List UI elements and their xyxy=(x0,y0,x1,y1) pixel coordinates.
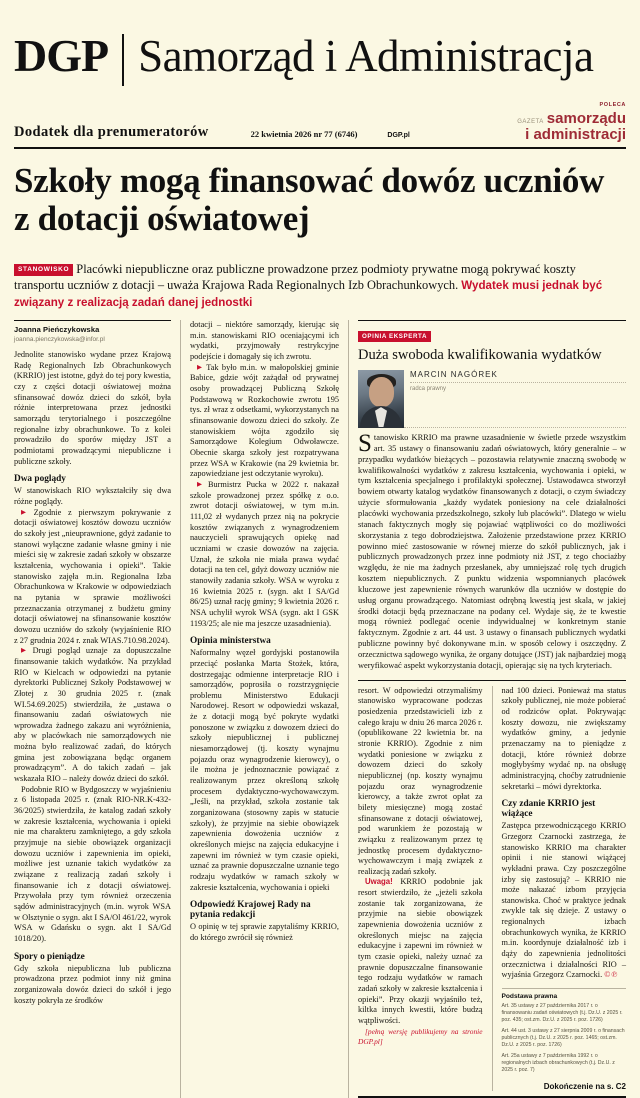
lower-left-p2 xyxy=(358,877,483,1026)
issue-line: 22 kwietnia 2026 nr 77 (6746) xyxy=(250,129,358,139)
dgp-logo: DGP xyxy=(14,30,109,81)
copyright-mark: ©℗ xyxy=(604,970,619,980)
portrait-head xyxy=(369,377,394,407)
c2-bullet-2: ▶ Burmistrz Pucka w 2022 r. nakazał szkole prowadzonej przez spółkę z o.o. zwrot dotacji oświatowej, w tym m.in. 111,02 zł wydanych przez nią na pokrycie kosztów związanych z wynagrodzeniem nauczycieli sprawujących opiekę nad uczniami w czasie dowozów na zajęcia. Uznał, że szkoła nie miała prawa wydać dotacji na ten cel, gdyż dowozy uczniów nie stanowiły zadania szkoły. WSA w wyroku z 16 kwietnia 2025 r. (sygn. akt I SA/Gd 86/25) uznał rację gminy; 9 kwietnia 2026 r. NSA uchylił wyrok WSA (sygn. akt I GSK 1193/25; ale nie ma jeszcze uzasadnienia). xyxy=(190,480,339,629)
byline-rule xyxy=(14,320,171,321)
legal-basis-box xyxy=(502,988,627,1074)
c1-heading-dwa-poglady: Dwa poglądy xyxy=(14,474,66,485)
lower-split xyxy=(358,680,626,1092)
author-name: Joanna Pieńczykowska xyxy=(14,325,100,335)
c1-p3: Gdy szkoła niepubliczna lub publiczna prowadzona przez podmiot inny niż gmina zorganizowała dowóz dzieci do szkół i jego koszty pokryła ze środków xyxy=(14,963,171,1005)
masthead xyxy=(14,0,626,92)
subscriber-label: Dodatek dla prenumeratorów xyxy=(14,124,209,140)
promo-line1: samorządu xyxy=(546,110,626,128)
c1-bullet-1: ▶ Zgodnie z pierwszym pokrywanie z dotacji oświatowej kosztów dowozu uczniów do szkoły jest „nieuprawnione, gdyż zadanie to stanowi wyłączne zadanie własne gminy i nie mieści się w zakresie zadań szkoły w obszarze kształcenia, wychowania i opieki”. Takie stanowisko zajęła m.in. Regionalna Izba Obrachunkowa w Krakowie w odpowiedziach na pytania w sprawie możliwości przeznaczania otrzymanej z budżetu gminy dotacji oświatowej na sfinansowanie kosztów dowozu uczniów do szkoły (wyjaśnienie RIO z 27 grudnia 2024 r. znak WIAS.710.98.2024). xyxy=(14,508,171,647)
c1-p2: Podobnie RIO w Bydgoszczy w wyjaśnieniu z 6 listopada 2025 r. (znak RIO-NR.K-432-36/2025) stwierdziła, że katalog zadań szkoły w zakresie kształcenia, wychowania i opieki nie ma charakteru zamkniętego, a gdy szkoła przyjmuje na siebie obowiązek organizacji dowozu uczniów i zapewnienia im opieki, możliwe jest uznanie takich wydatków za związane z realizacją zadań szkoły i finansowanie ich z dotacji oświatowej. Przywołała przy tym również orzeczenia sądów administracyjnych (m.in. wyrok WSA w Olsztynie o sygn. akt I SA/Ol 461/22, wyrok WSA w Gdańsku o sygn. akt I SA/Gd 1018/20). xyxy=(14,784,171,943)
lead-emphasis: Wydatek musi jednak być związany z realizacją zadań danej jednostki xyxy=(14,279,603,309)
column-1 xyxy=(14,320,180,1098)
lower-right-heading: Czy zdanie KRRIO jest wiążące xyxy=(501,799,596,820)
lower-left-col xyxy=(358,686,492,1092)
column-3-opinion xyxy=(348,320,626,1098)
opinion-top-rule xyxy=(358,320,626,321)
c2-bullet-1: ▶ Tak było m.in. w małopolskiej gminie Babice, gdzie wójt zażądał od prywatnej osoby prowadzącej Publiczną Szkołę Podstawową w Rozkochowie zwrotu 195 tys. zł wraz z odsetkami, wykorzystanych na sfinansowanie dowozu dzieci do szkoły. Ze stanowiskiem wójta zgodziło się Samorządowe Kolegium Odwoławcze. Obecnie skarga szkoły jest rozpatrywana przez WSA w Krakowie (na 29 kwietnia br. zapowiedziane jest odczytanie wyroku). xyxy=(190,363,339,480)
expert-portrait xyxy=(358,370,404,428)
lead-paragraph xyxy=(14,261,626,310)
promo-line2: i administracji xyxy=(525,126,626,144)
continuation-note: Dokończenie na s. C2 xyxy=(543,1082,626,1092)
page-headline: Szkoły mogą finansować dowóz uczniów z dotacji oświatowej xyxy=(14,161,605,238)
c1-intro: Jednolite stanowisko wydane przez Krajową Radę Regionalnych Izb Obrachunkowych (KRRIO) jest istotne, gdyż do tej pory kwestia, czy z części dotacji oświatowej można sfinansować dowóz dzieci do szkół, była różnie interpretowana przez jednostki samorządu terytorialnego i poszczególne regionalne izby obrachunkowe. To z kolei prowadziło do sporów między JST a podmiotami prowadzącymi niepubliczne i publiczne szkoły. xyxy=(14,350,171,466)
author-email[interactable]: joanna.pienczykowska@infor.pl xyxy=(14,336,105,344)
article-body xyxy=(14,320,626,1098)
lead-text: Placówki niepubliczne oraz publiczne prowadzone przez podmioty prywatne mogą pokrywać koszty transportu uczniów z dotacji – uważa Krajowa Rada Regionalnych Izb Obrachunkowych. xyxy=(14,262,576,293)
expert-block xyxy=(358,370,626,428)
expert-name: MARCIN NAGÓREK xyxy=(410,370,626,383)
legal-basis-title: Podstawa prawna xyxy=(501,993,558,1001)
dgp-link-note[interactable]: [pełną wersję publikujemy na stronie DGP.pl] xyxy=(358,1026,483,1047)
stanowisko-tag: STANOWISKO xyxy=(14,264,73,276)
c1-bullet-2: ▶ Drugi pogląd uznaje za dopuszczalne finansowanie takich wydatków. Na przykład RIO w Kielcach w odpowiedzi na pytanie dyrektorki Publicznej Szkoły Podstawowej w Złotej z 30 grudnia 2025 r. (znak WI.54.69.2025) stwierdziła, że „ustawa o finansowaniu zadań oświatowych nie wprowadza żadnego zakazu ani wyróżnienia, aby w placówkach nie samorządowych nie można było realizować zadań, do których gmina jest zobowiązana będąc organem prowadzącym”. A do takich zadań – jak wskazała RIO – należy dowóz dzieci do szkół. xyxy=(14,646,171,785)
expert-role: radca prawny xyxy=(410,386,447,393)
site-label: DGP.pl xyxy=(387,132,410,139)
opinia-eksperta-tag: OPINIA EKSPERTA xyxy=(358,331,431,342)
promo-logo xyxy=(517,103,626,143)
legal-item: Art. 44 ust. 3 ustawy z 27 sierpnia 2009 r. o finansach publicznych (t.j. Dz.U. z 2025 r. poz. 1465; ost.zm. Dz.U. z 2025 r. poz. 1726) xyxy=(501,1028,625,1049)
c2-p1: Naformalny węzeł gordyjski postanowiła przeciąć posłanka Marta Stożek, która, dostrzegając odmienne interpretacje RIO i samorządów, poprosiła o rozstrzygnięcie problemu Ministerstwo Edukacji Narodowej. Resort w odpowiedzi wskazał, że z dotacji mogą być pokryte wydatki ponoszone w związku z dowozem dzieci do szkoły niepublicznej i publicznej niesamorządowej (tj. koszty wynajmu pojazdu oraz wynagrodzenie kierowcy), o ile można je jednoznacznie powiązać z realizowanym przez określoną szkołę procesem dydaktyczno-wychowawczym. „Jeśli, na przykład, szkoła zostanie tak zorganizowana (stosowny zapis w statucie szkoły), że przyjmie na siebie obowiązek zapewnienia dowożenia uczniów z określonych miejsc na zajęcia edukacyjne i zapewni im również w tym czasie opieki, uznać za prawnie dopuszczalne uznanie tego rodzaju wydatków w ramach szkoły w zakresie kształcenia, wychowania i opieki xyxy=(190,648,339,892)
lower-right-p2 xyxy=(502,821,627,981)
promo-kicker: POLECA xyxy=(599,101,626,108)
uwaga-label: Uwaga! xyxy=(365,877,393,887)
legal-item: Art. 25a ustawy z 7 października 1992 r. o regionalnych izbach obrachunkowych (t.j. Dz.U. z 2025 r. poz. 7) xyxy=(501,1053,615,1074)
lower-left-p2-text: KRRIO podobnie jak resort stwierdziło, że „jeżeli szkoła zostanie tak zorganizowana, że przyjmie na siebie obowiązek zapewnienia dowożenia uczniów z określonych miejsc na zajęcia edukacyjne i zapewni im również w tym czasie opieki, należy uznać za prawnie dopuszczalne finansowanie tego rodzaju wydatków w ramach zadań szkoły w zakresie kształcenia i opieki”. Przy okazji wyjaśniło też, kiltka innych kwestii, które budzą wątpliwości. xyxy=(358,877,483,1025)
opinion-title: Duża swoboda kwalifikowania wydatków xyxy=(358,347,602,364)
masthead-divider xyxy=(122,34,124,86)
column-2 xyxy=(180,320,348,1098)
masthead-bottom-rule xyxy=(14,147,626,149)
c1-p1: W stanowiskach RIO wykształciły się dwa różne poglądy. xyxy=(14,486,171,507)
lower-right-col xyxy=(492,686,627,1092)
c1-heading-spory: Spory o pieniądze xyxy=(14,951,85,962)
c2-heading-opinia-ministerstwa: Opinia ministerstwa xyxy=(190,636,271,647)
c2-heading-odpowiedz: Odpowiedź Krajowej Rady na pytania redakcji xyxy=(190,900,311,921)
lower-left-p1: resort. W odpowiedzi otrzymaliśmy stanowisko wypracowane podczas posiedzenia przedstawicieli izb z całego kraju w dniu 26 marca 2026 r. (opublikowane 22 kwietnia br. na stronie KRRIO). Zgodnie z nim wydatki poniesione w związku z dowozem dzieci do szkoły niepublicznej (np. koszty wynajmu pojazdu oraz wynagrodzenie kierowcy, a także zwrot opłat za bilety miesięczne) mogą zostać sfinansowane z dotacji oświatowej, pod warunkiem że pozostają w związku z realizowanym przez tę jednostkę procesem dydaktyczno-wychowawczym i mają związek z realizacją zadań szkoły. xyxy=(358,685,483,876)
legal-item: Art. 35 ustawy z 27 października 2017 r. o finansowaniu zadań oświatowych (t.j. Dz.U. z 2025 r. poz. 435; ost.zm. Dz.U. z 2025 r. poz. 1726) xyxy=(501,1003,623,1024)
masthead-subbar xyxy=(14,98,626,144)
supplement-title: Samorząd i Administracja xyxy=(138,31,594,81)
c2-cont: dotacji – niektóre samorządy, kierując się m.in. stanowiskami RIO oceniającymi ich wydatki, przyjmowały restrykcyjne podejście i domagały się ich zwrotu. xyxy=(190,320,339,362)
promo-gazeta-label: GAZETA xyxy=(517,119,544,126)
lower-left-redital xyxy=(358,1027,483,1048)
c2-p2: O opinię w tej sprawie zapytaliśmy KRRIO, do którego zwrócił się również xyxy=(190,922,339,942)
lower-right-p1: nad 100 dzieci. Ponieważ ma status szkoły publicznej, nie może pobierać od rodziców opłat. Pokrywając koszty dowozu, nie zwiększamy wydatków gminy, a jedynie przenaczamy na to pieniądze z dotacji, które również dobrze mogłybyśmy wydać np. na obsługę administracyjną, choćby zatrudnienie sekretarki – mówi dyrektorka. xyxy=(501,685,626,791)
opinion-body: Stanowisko KRRIO ma prawne uzasadnienie w świetle przede wszystkim art. 35 ustawy o finansowaniu zadań oświatowych, który generalnie – w przypadku wydatków bieżących – pozostawia relatywnie znaczną swobodę w kwalifikowalności wydatków z zakresu kształcenia, wychowania i opieki, w tym kształcenia specjalnego i profilaktyki społecznej. Ustawodawca stworzył bowiem otwarty katalog wydatków finansowanych z dotacji, o czym świadczy użycie sformułowania „każdy wydatek poniesiony na cele działalności placówki wychowania przedszkolnego, szkoły lub placówki”. Dlatego w wielu stanach faktycznych mogły się pojawiać wątpliwości co do możliwości skorzystania z tego dobrodziejstwa. Założenie przedstawione przez KRRIO powinno mieć zastosowanie w równej mierze do szkół publicznych, jak i publicznych prowadzonych przez inne podmioty niż JST, z tego chociażby względu, że nie ma żadnych przesłanek, aby umniejszać rolę tych drugich kosztem niepublicznych. Z punktu widzenia wspomnianych placówek kluczowe jest zapewnienie równych warunków dla uczniów w dostępie do usług organu prowadzącego. Natomiast odrębną kwestią jest skala, w jakiej środki dotacji będą przeznaczane na podany cel. Wydaje się, że te kwestie mogą również podlegać ocenie indywidualnej w konkretnym stanie faktycznym. Zgodnie z art. 44 ust. 3 ustawy o finansach publicznych wydatki publiczne powinny być dokonywane m.in. w sposób celowy i oszczędny. Z orzecznictwa sądowego wynika, że organy dotujące (JST) jak najbardziej mogą weryfikować aspekt wykorzystania dotacji, opierając się na tych kryteriach. xyxy=(358,430,626,670)
lower-right-p2-text: Zastępca przewodniczącego KRRIO Grzegorz Czarnocki zastrzega, że stanowisko KRRIO ma charakter opinii i nie stanowi wiążącej wykładni prawa. Czy poszczególne izby się zastosują? – KRRIO nie może nakazać izbom przyjęcia stanowiska. Choć w praktyce jednak zwykle tak się dzieje. Z ustawy o regionalnych izbach obrachunkowych wynika, że KRRIO m.in. koordynuje działalność izb i dąży do zapewnienia jednolitości orzecznictwa i działalności RIO – wyjaśnia Grzegorz Czarnocki. xyxy=(501,821,626,980)
